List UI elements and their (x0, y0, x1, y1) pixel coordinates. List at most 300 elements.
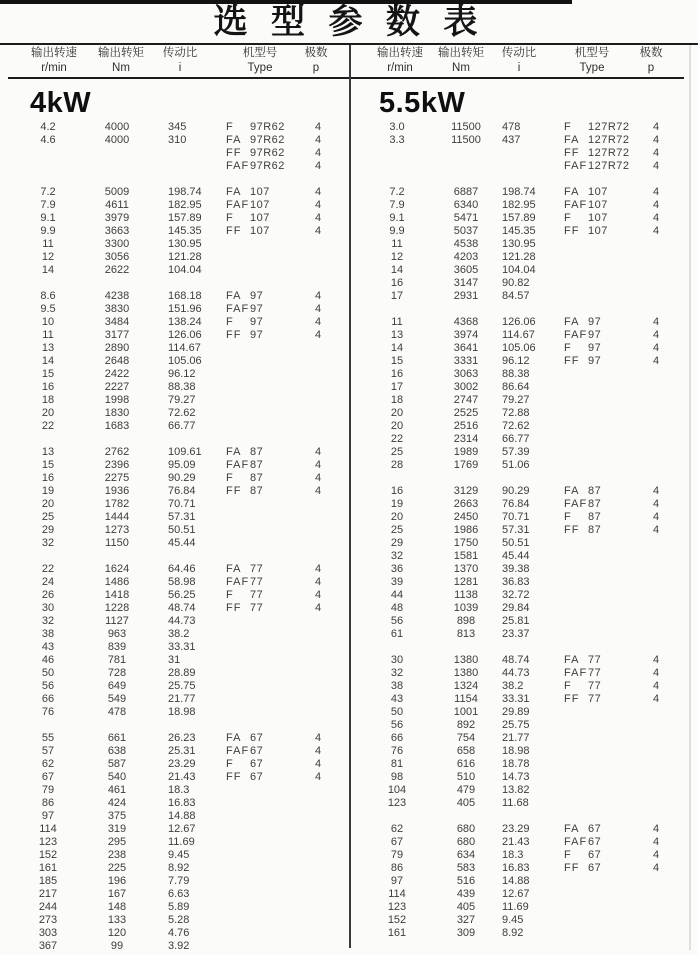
cell-ratio: 11.69 (502, 901, 529, 913)
column-headers-right (349, 46, 698, 76)
header-type-zh: 机型号 (242, 47, 278, 59)
cell-poles (650, 732, 662, 745)
cell-output-torque (96, 160, 138, 173)
cell-type-prefix (226, 251, 250, 264)
cell-output-speed: 273 (38, 914, 58, 926)
header-output-torque-unit: Nm (452, 62, 470, 74)
section-4kw (0, 79, 349, 953)
row-group (349, 121, 698, 173)
cell-ratio: 21.77 (502, 732, 530, 744)
table-row (349, 550, 698, 563)
cell-output-torque: 11500 (451, 134, 481, 146)
cell-output-torque: 3484 (104, 316, 130, 328)
table-row (349, 121, 698, 134)
cell-poles (650, 563, 662, 576)
cell-type-prefix: FF (564, 225, 580, 237)
cell-type-model (588, 238, 650, 251)
cell-output-torque: 167 (107, 888, 127, 900)
cell-output-speed: 32 (390, 550, 404, 562)
cell-type-model: 107 (250, 225, 270, 237)
cell-type-model (250, 251, 312, 264)
table-row (349, 745, 698, 758)
table-row (0, 459, 349, 472)
cell-type-prefix (226, 706, 250, 719)
cell-output-torque: 479 (456, 784, 476, 796)
cell-poles (312, 524, 324, 537)
cell-type-model (250, 342, 312, 355)
cell-poles: 4 (314, 329, 322, 341)
table-row (349, 563, 698, 576)
cell-type-prefix (564, 459, 588, 472)
cell-type-model (250, 693, 312, 706)
cell-output-speed: 36 (390, 563, 404, 575)
cell-ratio: 90.29 (168, 472, 196, 484)
cell-output-torque: 4238 (104, 290, 130, 302)
cell-type-prefix (226, 810, 250, 823)
cell-type-model (588, 797, 650, 810)
cell-poles (650, 394, 662, 407)
cell-output-speed: 24 (41, 576, 55, 588)
cell-poles (312, 654, 324, 667)
cell-type-prefix (564, 875, 588, 888)
header-output-torque-unit: Nm (112, 62, 130, 74)
cell-type-prefix: FA (564, 485, 580, 497)
cell-poles: 4 (314, 745, 322, 757)
cell-output-speed: 19 (390, 498, 404, 510)
cell-output-torque: 728 (107, 667, 127, 679)
cell-output-speed: 56 (41, 680, 55, 692)
cell-output-speed (0, 160, 96, 173)
cell-ratio: 18.98 (502, 745, 530, 757)
cell-ratio: 95.09 (168, 459, 196, 471)
cell-output-speed: 114 (388, 888, 406, 900)
table-body-right (349, 121, 698, 940)
cell-type-prefix (564, 615, 588, 628)
cell-output-speed: 3.3 (389, 134, 405, 146)
table-row (349, 719, 698, 732)
cell-ratio: 130.95 (502, 238, 536, 250)
cell-output-speed: 56 (390, 719, 404, 731)
table-body-left (0, 121, 349, 953)
cell-type-prefix (564, 550, 588, 563)
table-row (349, 823, 698, 836)
cell-poles (650, 446, 662, 459)
cell-output-torque: 148 (107, 901, 127, 913)
cell-output-torque: 225 (107, 862, 127, 874)
cell-poles (650, 589, 662, 602)
cell-type-prefix (226, 342, 250, 355)
cell-output-torque: 898 (456, 615, 476, 627)
cell-ratio: 18.98 (168, 706, 196, 718)
cell-ratio: 121.28 (502, 251, 536, 263)
cell-ratio: 6.63 (168, 888, 190, 900)
cell-type-model (250, 836, 312, 849)
cell-type-prefix (564, 888, 588, 901)
cell-type-model: 87 (250, 485, 264, 497)
cell-ratio: 45.44 (502, 550, 530, 562)
cell-poles (650, 537, 662, 550)
cell-type-model: 127R72 (588, 134, 630, 146)
cell-output-torque: 4203 (453, 251, 479, 263)
cell-poles (650, 459, 662, 472)
cell-output-torque: 1444 (104, 511, 130, 523)
cell-type-prefix (564, 394, 588, 407)
cell-output-speed: 303 (38, 927, 58, 939)
cell-ratio: 12.67 (502, 888, 530, 900)
table-row (349, 433, 698, 446)
cell-type-model (588, 745, 650, 758)
cell-type-model: 77 (588, 654, 602, 666)
cell-ratio: 104.04 (502, 264, 536, 276)
cell-poles: 4 (314, 771, 322, 783)
cell-ratio: 58.98 (168, 576, 196, 588)
cell-ratio: 11.69 (168, 836, 195, 848)
cell-output-speed: 16 (390, 277, 404, 289)
cell-output-torque: 2931 (453, 290, 479, 302)
cell-output-speed (0, 147, 96, 160)
cell-ratio: 157.89 (502, 212, 536, 224)
table-row (0, 446, 349, 459)
cell-type-prefix (226, 407, 250, 420)
cell-poles: 4 (314, 446, 322, 458)
cell-output-speed: 62 (41, 758, 55, 770)
cell-ratio: 86.64 (502, 381, 530, 393)
cell-ratio: 126.06 (502, 316, 536, 328)
cell-type-prefix: FAF (226, 745, 250, 757)
cell-ratio: 57.31 (502, 524, 530, 536)
cell-poles: 4 (652, 329, 660, 341)
cell-type-model: 97 (250, 303, 264, 315)
cell-poles: 4 (652, 667, 660, 679)
table-row (0, 602, 349, 615)
cell-type-model (588, 290, 650, 303)
cell-type-model: 97 (588, 342, 602, 354)
header-output-speed-zh: 输出转速 (31, 47, 77, 59)
cell-type-prefix: FF (226, 329, 242, 341)
cell-type-prefix (226, 862, 250, 875)
cell-output-speed: 29 (41, 524, 55, 536)
cell-poles (312, 511, 324, 524)
cell-output-torque: 6340 (453, 199, 479, 211)
table-row (349, 368, 698, 381)
cell-type-prefix (564, 797, 588, 810)
cell-output-speed: 161 (38, 862, 58, 874)
cell-output-torque: 1989 (453, 446, 479, 458)
header-ratio-zh: 传动比 (162, 47, 198, 59)
cell-output-speed: 9.9 (40, 225, 56, 237)
table-row (0, 823, 349, 836)
cell-poles (312, 342, 324, 355)
table-row (0, 407, 349, 420)
table-row (349, 862, 698, 875)
cell-type-prefix (226, 264, 250, 277)
table-row (0, 732, 349, 745)
cell-type-prefix (564, 745, 588, 758)
table-row (349, 797, 698, 810)
cell-output-speed: 7.2 (389, 186, 405, 198)
cell-output-speed: 8.6 (40, 290, 56, 302)
table-row (349, 147, 698, 160)
cell-type-prefix (226, 667, 250, 680)
header-poles (617, 46, 685, 76)
header-output-speed (349, 46, 451, 76)
table-row (0, 329, 349, 342)
cell-output-speed: 217 (38, 888, 58, 900)
cell-output-torque: 649 (107, 680, 127, 692)
cell-output-speed: 20 (390, 407, 404, 419)
cell-type-prefix: FA (226, 446, 242, 458)
cell-type-model: 87 (588, 498, 602, 510)
table-row (349, 407, 698, 420)
cell-ratio: 121.28 (168, 251, 202, 263)
cell-type-prefix (226, 927, 250, 940)
cell-poles: 4 (314, 225, 322, 237)
cell-output-speed: 13 (41, 446, 55, 458)
cell-output-speed: 25 (390, 446, 404, 458)
table-row (349, 277, 698, 290)
cell-output-speed: 20 (390, 420, 404, 432)
header-output-speed-unit: r/min (387, 62, 413, 74)
cell-output-torque: 587 (107, 758, 127, 770)
cell-output-torque: 1273 (104, 524, 130, 536)
table-row (0, 576, 349, 589)
cell-poles (312, 901, 324, 914)
cell-ratio: 5.89 (168, 901, 190, 913)
cell-output-speed: 38 (390, 680, 404, 692)
cell-output-torque: 2422 (104, 368, 130, 380)
cell-poles: 4 (314, 186, 322, 198)
cell-type-model (250, 498, 312, 511)
cell-type-prefix (564, 381, 588, 394)
cell-output-torque: 478 (107, 706, 127, 718)
cell-output-speed: 185 (38, 875, 58, 887)
cell-poles (650, 550, 662, 563)
cell-ratio: 105.06 (502, 342, 536, 354)
cell-output-speed: 9.9 (389, 225, 405, 237)
cell-type-prefix: FAF (564, 199, 588, 211)
cell-type-model: 77 (588, 667, 602, 679)
cell-output-torque: 5471 (453, 212, 479, 224)
cell-output-torque: 510 (456, 771, 476, 783)
cell-type-prefix: FA (226, 563, 242, 575)
cell-ratio: 25.75 (168, 680, 196, 692)
cell-type-prefix: FAF (564, 836, 588, 848)
table-row (349, 264, 698, 277)
cell-ratio: 90.29 (502, 485, 530, 497)
cell-ratio: 57.39 (502, 446, 530, 458)
cell-output-torque: 3300 (104, 238, 130, 250)
cell-type-prefix (564, 277, 588, 290)
table-row (0, 680, 349, 693)
cell-output-torque: 1001 (453, 706, 479, 718)
cell-output-speed: 18 (390, 394, 404, 406)
row-group (349, 316, 698, 472)
cell-type-prefix (226, 355, 250, 368)
cell-type-model (588, 550, 650, 563)
cell-poles: 4 (652, 225, 660, 237)
table-row (349, 238, 698, 251)
cell-output-speed: 67 (390, 836, 404, 848)
cell-ratio: 90.82 (502, 277, 530, 289)
cell-output-speed: 66 (41, 693, 55, 705)
cell-type-model: 97 (250, 316, 264, 328)
cell-poles: 4 (652, 680, 660, 692)
table-row (0, 628, 349, 641)
cell-output-torque: 813 (456, 628, 476, 640)
cell-poles (650, 706, 662, 719)
cell-type-prefix (564, 784, 588, 797)
cell-type-model: 127R72 (588, 121, 630, 133)
cell-type-prefix: FAF (564, 329, 588, 341)
cell-output-speed: 12 (41, 251, 55, 263)
cell-type-model (588, 264, 650, 277)
cell-type-model: 77 (250, 563, 264, 575)
cell-type-prefix (226, 914, 250, 927)
cell-output-torque: 11500 (451, 121, 481, 133)
table-row (349, 771, 698, 784)
cell-output-torque: 661 (107, 732, 127, 744)
cell-ratio: 109.61 (168, 446, 202, 458)
cell-type-prefix: FF (564, 693, 580, 705)
cell-poles (312, 927, 324, 940)
table-row (349, 901, 698, 914)
cell-output-speed: 86 (390, 862, 404, 874)
table-row (349, 355, 698, 368)
cell-type-model (250, 914, 312, 927)
cell-type-prefix: FAF (226, 459, 250, 471)
cell-output-torque: 319 (107, 823, 127, 835)
cell-ratio: 114.67 (502, 329, 535, 341)
cell-type-prefix (564, 563, 588, 576)
cell-ratio: 5.28 (168, 914, 190, 926)
table-row (349, 693, 698, 706)
cell-output-speed: 48 (390, 602, 404, 614)
cell-type-model (250, 823, 312, 836)
cell-output-torque: 439 (456, 888, 476, 900)
cell-output-speed: 4.6 (40, 134, 56, 146)
cell-output-speed: 20 (41, 498, 55, 510)
page-title: 选 型 参 数 表 (213, 3, 485, 41)
cell-type-prefix: F (226, 758, 234, 770)
cell-output-speed: 14 (390, 342, 404, 354)
cell-output-torque: 781 (107, 654, 127, 666)
table-row (0, 745, 349, 758)
cell-ratio: 7.79 (168, 875, 190, 887)
cell-type-model (588, 771, 650, 784)
table-row (0, 888, 349, 901)
cell-ratio: 114.67 (168, 342, 201, 354)
cell-type-model: 77 (250, 602, 264, 614)
cell-type-model: 107 (250, 212, 270, 224)
cell-poles (312, 641, 324, 654)
cell-output-torque: 680 (456, 823, 476, 835)
cell-output-speed: 7.2 (40, 186, 56, 198)
cell-output-speed: 14 (390, 264, 404, 276)
header-type-zh: 机型号 (574, 47, 610, 59)
cell-output-torque: 424 (107, 797, 127, 809)
cell-type-prefix: FA (564, 823, 580, 835)
cell-type-prefix (226, 940, 250, 953)
cell-poles (650, 745, 662, 758)
cell-type-prefix (564, 589, 588, 602)
cell-output-torque: 5037 (453, 225, 479, 237)
cell-output-torque (445, 147, 487, 160)
cell-poles (312, 251, 324, 264)
cell-type-prefix (226, 498, 250, 511)
cell-output-torque: 1370 (453, 563, 479, 575)
cell-type-model: 67 (250, 771, 264, 783)
cell-output-speed: 19 (41, 485, 55, 497)
cell-type-model (588, 927, 650, 940)
cell-type-prefix (564, 602, 588, 615)
table-row (349, 212, 698, 225)
cell-output-speed: 9.1 (40, 212, 56, 224)
cell-output-torque: 963 (107, 628, 127, 640)
cell-type-prefix: FF (226, 602, 242, 614)
header-output-speed (0, 46, 108, 76)
cell-ratio: 33.31 (168, 641, 196, 653)
cell-poles: 4 (652, 524, 660, 536)
cell-type-prefix (564, 719, 588, 732)
cell-type-prefix (564, 901, 588, 914)
cell-output-torque: 2275 (104, 472, 130, 484)
cell-output-torque: 1154 (454, 693, 478, 705)
cell-poles: 4 (652, 849, 660, 861)
row-group (349, 186, 698, 303)
table-row (349, 615, 698, 628)
cell-output-torque: 754 (456, 732, 476, 744)
table-row (0, 797, 349, 810)
cell-type-prefix (564, 290, 588, 303)
cell-output-speed: 367 (38, 940, 58, 952)
cell-ratio: 4.76 (168, 927, 190, 939)
cell-ratio: 39.38 (502, 563, 530, 575)
cell-poles (312, 368, 324, 381)
cell-ratio: 12.67 (168, 823, 196, 835)
cell-poles: 4 (652, 316, 660, 328)
cell-ratio: 48.74 (502, 654, 530, 666)
cell-poles (650, 758, 662, 771)
table-row (0, 381, 349, 394)
cell-type-prefix (226, 901, 250, 914)
cell-type-model (250, 901, 312, 914)
cell-output-speed: 81 (390, 758, 404, 770)
cell-ratio (502, 147, 560, 160)
cell-type-prefix: FAF (564, 667, 588, 679)
cell-poles (312, 914, 324, 927)
cell-output-speed: 32 (390, 667, 404, 679)
table-row (349, 875, 698, 888)
cell-poles (650, 420, 662, 433)
cell-ratio: 8.92 (502, 927, 524, 939)
table-row (0, 615, 349, 628)
cell-type-model: 87 (250, 446, 264, 458)
cell-poles (650, 251, 662, 264)
cell-type-model (588, 732, 650, 745)
cell-ratio: 25.75 (502, 719, 530, 731)
cell-type-model (588, 394, 650, 407)
header-output-speed-zh: 输出转速 (377, 47, 423, 59)
cell-output-torque: 2516 (453, 420, 479, 432)
cell-output-torque: 1986 (453, 524, 479, 536)
cell-output-torque: 2663 (453, 498, 479, 510)
cell-ratio: 145.35 (168, 225, 202, 237)
header-output-torque (98, 46, 144, 76)
cell-ratio: 84.57 (502, 290, 530, 302)
cell-ratio: 478 (502, 121, 521, 133)
cell-poles (650, 797, 662, 810)
cell-output-torque: 461 (107, 784, 127, 796)
